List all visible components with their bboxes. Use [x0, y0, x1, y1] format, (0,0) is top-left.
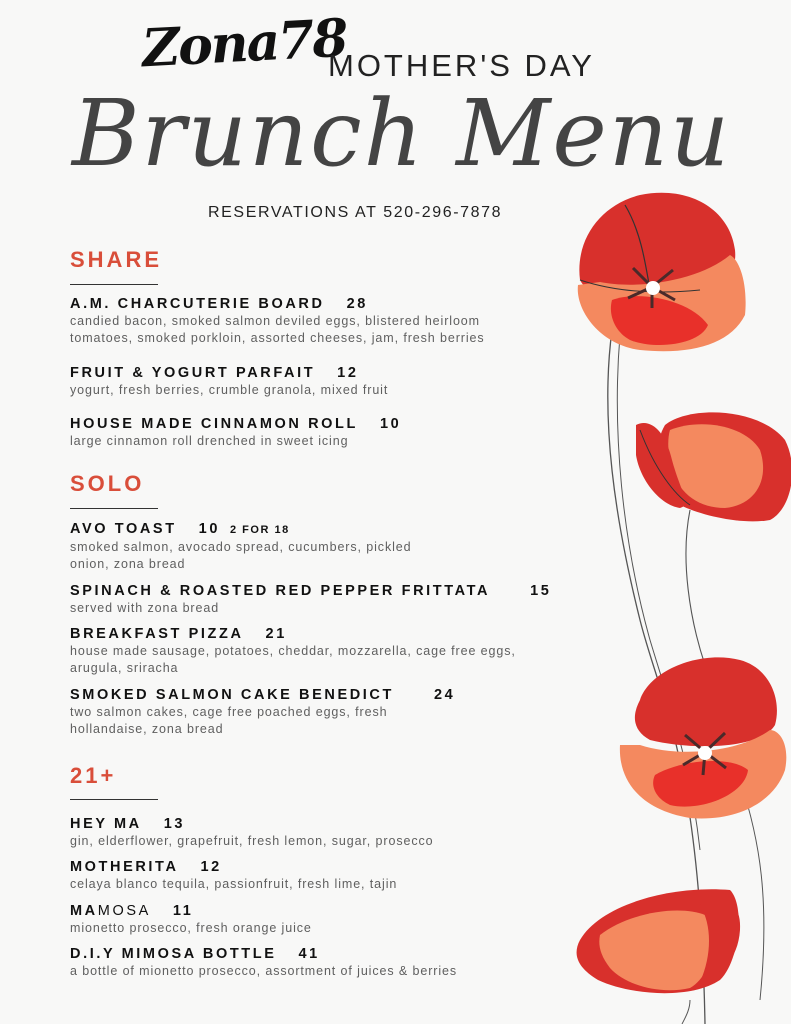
menu-item [70, 902, 312, 937]
item-description: tomatoes, smoked porkloin, assorted cheeses, jam, fresh berries [70, 331, 485, 345]
item-description: hollandaise, zona bread [70, 722, 224, 736]
section-title-share: SHARE [70, 247, 163, 272]
menu-title: Brunch Menu [72, 80, 732, 187]
item-description: arugula, sriracha [70, 661, 179, 675]
item-price: 21 [265, 626, 287, 642]
menu-item [70, 815, 433, 850]
item-name: FRUIT & YOGURT PARFAIT 12 [70, 365, 359, 381]
item-name: HOUSE MADE CINNAMON ROLL 10 [70, 416, 402, 432]
item-name: MOTHERITA 12 [70, 859, 222, 875]
item-price: 28 [346, 296, 368, 312]
reservations-line: RESERVATIONS AT 520-296-7878 [208, 204, 503, 221]
item-description: celaya blanco tequila, passionfruit, fresh lime, tajin [70, 877, 398, 891]
item-description: a bottle of mionetto prosecco, assortment of juices & berries [70, 964, 458, 978]
menu-item [70, 686, 455, 738]
poppy-flower [636, 412, 791, 521]
item-price: 12 [337, 365, 359, 381]
item-description: served with zona bread [70, 601, 220, 615]
item-name: A.M. CHARCUTERIE BOARD 28 [70, 296, 368, 312]
poppy-flower [578, 193, 746, 351]
item-description: two salmon cakes, cage free poached eggs, fresh [70, 705, 388, 719]
item-description: house made sausage, potatoes, cheddar, mozzarella, cage free eggs, [70, 644, 516, 658]
section-divider [70, 284, 158, 285]
item-note: 2 FOR 18 [230, 524, 290, 536]
section-divider [70, 799, 158, 800]
item-name: AVO TOAST 10 2 FOR 18 [70, 521, 290, 537]
item-name: D.I.Y MIMOSA BOTTLE 41 [70, 946, 320, 962]
item-price: 15 [530, 583, 552, 599]
item-name: SPINACH & ROASTED RED PEPPER FRITTATA 15 [70, 583, 552, 599]
item-price: 41 [298, 946, 320, 962]
event-title: MOTHER'S DAY [328, 48, 595, 83]
item-price: 13 [163, 816, 186, 832]
poppy-flowers-illustration [560, 180, 791, 1024]
menu-item [70, 520, 411, 573]
section-title-solo: SOLO [70, 471, 145, 496]
item-description: gin, elderflower, grapefruit, fresh lemon, sugar, prosecco [70, 834, 434, 848]
item-price: 12 [200, 859, 222, 875]
section-divider [70, 508, 158, 509]
item-description: candied bacon, smoked salmon deviled eggs, blistered heirloom [70, 314, 480, 328]
menu-item [70, 945, 457, 980]
item-price: 11 [172, 903, 194, 919]
item-description: mionetto prosecco, fresh orange juice [70, 921, 312, 935]
menu-item [70, 415, 401, 450]
menu-item [70, 858, 397, 893]
menu-item [70, 625, 516, 677]
item-name: SMOKED SALMON CAKE BENEDICT 24 [70, 687, 456, 703]
poppy-flower [620, 657, 786, 818]
item-description: yogurt, fresh berries, crumble granola, mixed fruit [70, 383, 389, 397]
item-name: BREAKFAST PIZZA 21 [70, 626, 287, 642]
poppy-flower [577, 889, 741, 993]
item-name: HEY MA 13 [70, 816, 186, 832]
item-description: large cinnamon roll drenched in sweet icing [70, 434, 349, 448]
menu-item [70, 295, 485, 347]
section-title-drinks: 21+ [70, 763, 117, 788]
item-description: smoked salmon, avocado spread, cucumbers, pickled [70, 540, 412, 554]
item-description: onion, zona bread [70, 557, 186, 571]
item-name: MAMOSA 11 [70, 903, 194, 919]
item-price: 10 [379, 416, 402, 432]
restaurant-logo: Zona78 [140, 7, 348, 80]
menu-item [70, 364, 388, 399]
item-price: 24 [433, 687, 456, 703]
menu-item [70, 582, 551, 617]
item-price: 10 [198, 521, 220, 537]
